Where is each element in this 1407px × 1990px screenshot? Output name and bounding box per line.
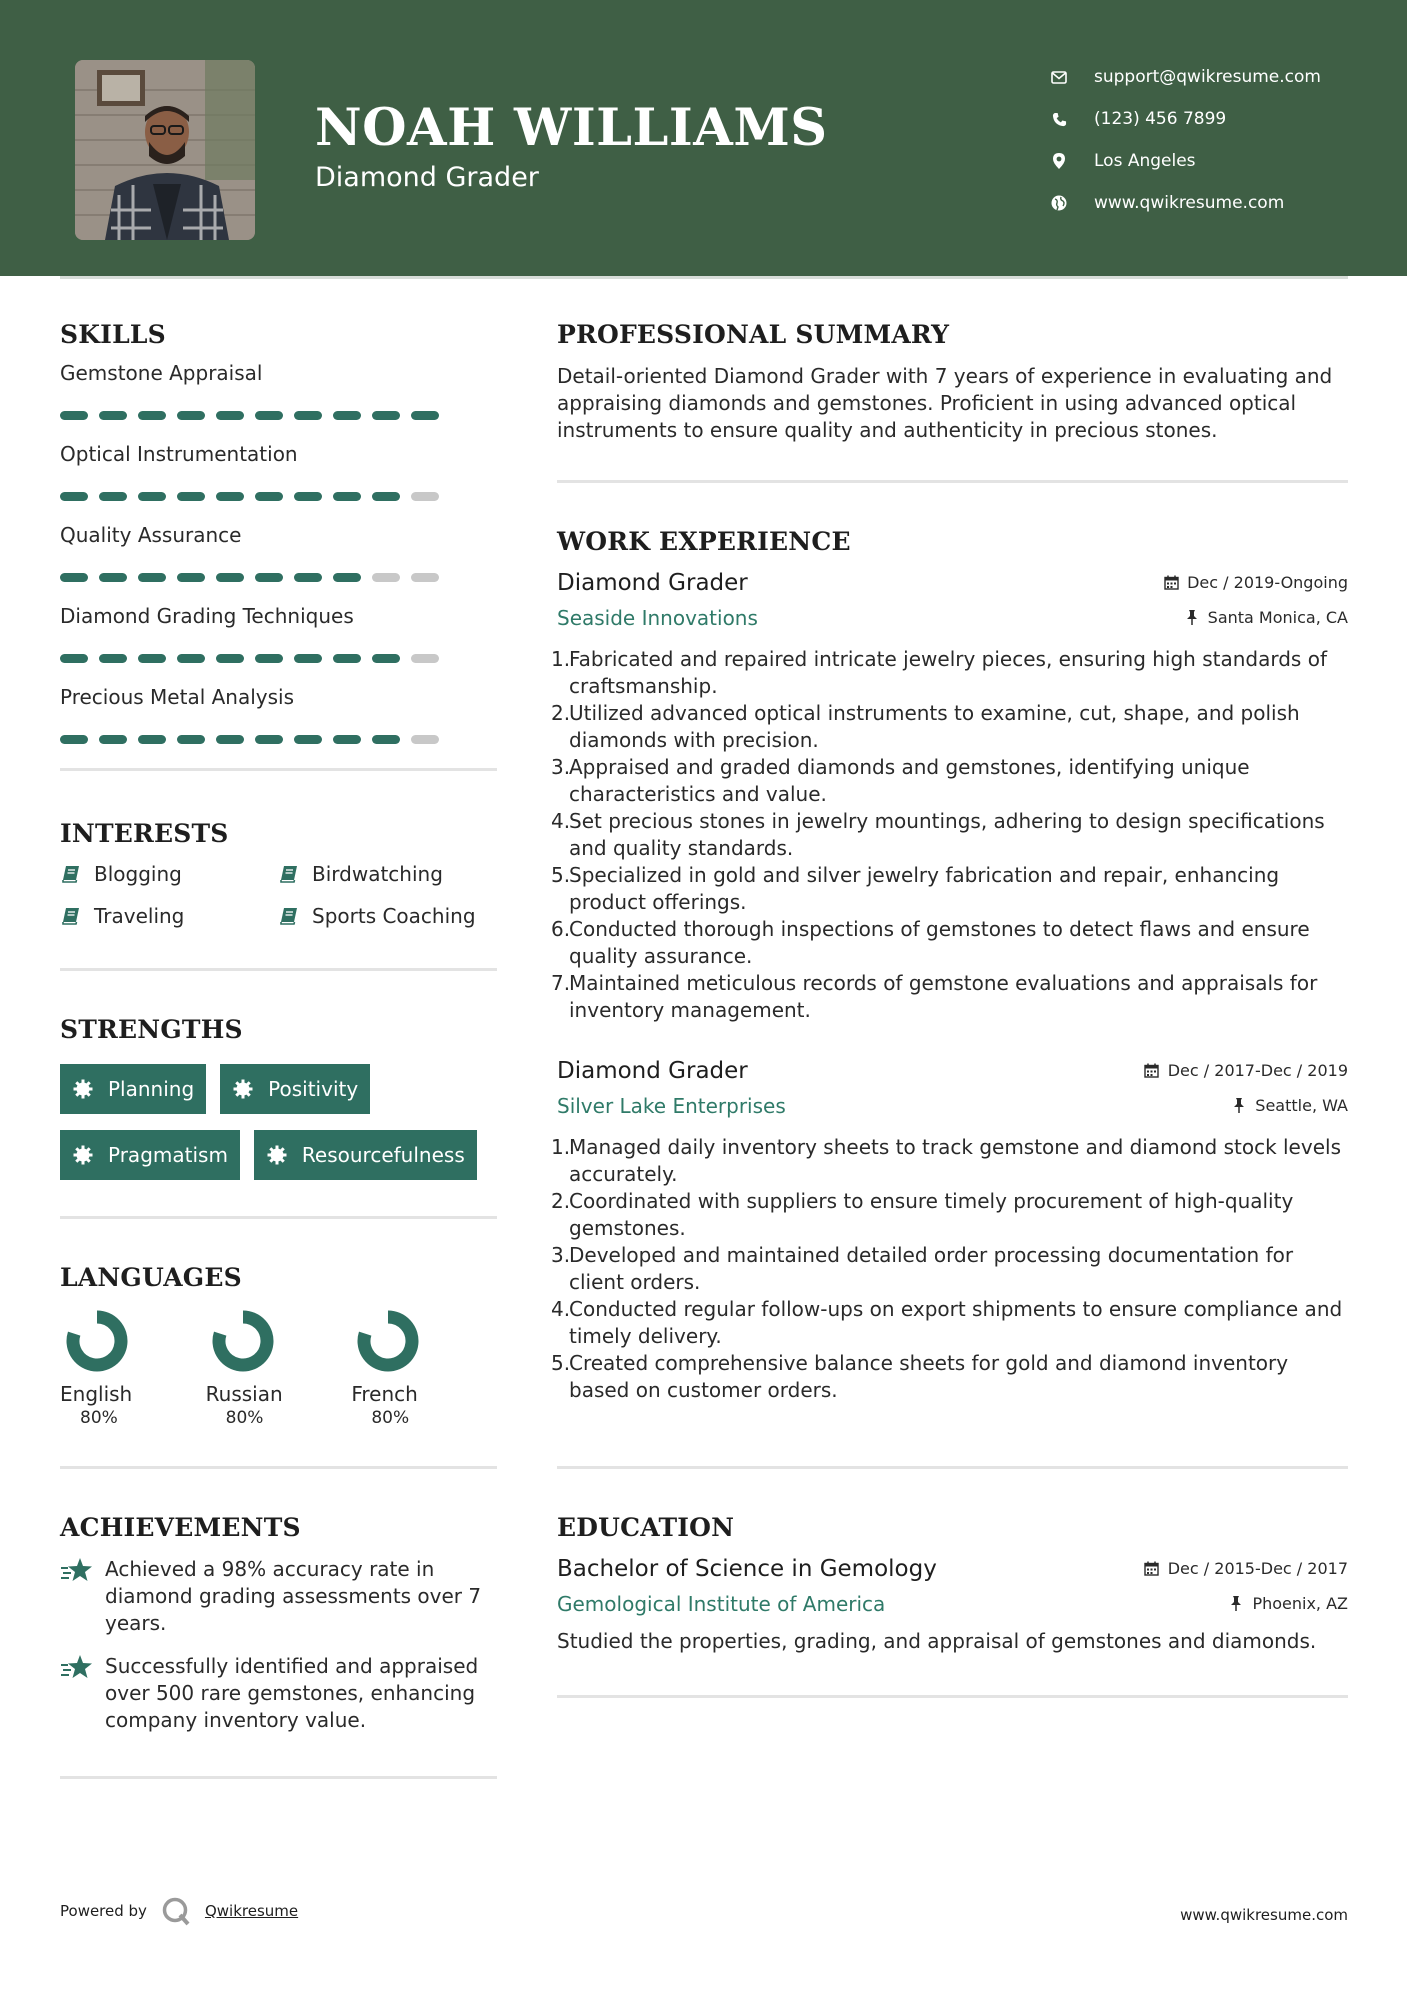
skill-level-meter [60, 411, 497, 420]
left-column [60, 320, 497, 1779]
education-location-text: Phoenix, AZ [1252, 1594, 1348, 1613]
summary-section [557, 320, 1348, 483]
list-item: 3. Developed and maintained detailed order processing documentation for client orders. [557, 1242, 1348, 1296]
job-company: Silver Lake Enterprises [557, 1094, 786, 1118]
strength-badge [60, 1130, 240, 1180]
skill-dot-filled [177, 654, 205, 663]
skill-dot-filled [372, 654, 400, 663]
skill-item [60, 361, 497, 420]
language-progress-arc [73, 1317, 121, 1365]
degree: Bachelor of Science in Gemology [557, 1556, 937, 1582]
summary-text: Detail-oriented Diamond Grader with 7 years of experience in evaluating and appraising diamonds and gemstones. Proficient in using advanced optical instruments to ensure quality and authenticity in precious stones. [557, 364, 1333, 442]
list-item: 7. Maintained meticulous records of gemstone evaluations and appraisals for inventory management. [557, 970, 1348, 1024]
achievement-text: Successfully identified and appraised over 500 rare gemstones, enhancing company inventory value. [105, 1654, 479, 1732]
duty-text: Coordinated with suppliers to ensure timely procurement of high-quality gemstones. [569, 1189, 1294, 1240]
skill-dot-filled [177, 411, 205, 420]
experience-heading: WORK EXPERIENCE [557, 527, 851, 556]
interest-label: Birdwatching [312, 862, 443, 886]
book-icon [60, 863, 82, 885]
job-role: Diamond Grader [557, 1058, 748, 1084]
skill-dot-filled [216, 735, 244, 744]
skill-dot-filled [255, 411, 283, 420]
skill-name: Gemstone Appraisal [60, 361, 263, 385]
skill-item [60, 604, 497, 663]
job-location-text: Seattle, WA [1255, 1096, 1348, 1115]
interests-heading: INTERESTS [60, 819, 229, 848]
skill-dot-filled [372, 492, 400, 501]
skill-dot-filled [177, 735, 205, 744]
duty-text: Set precious stones in jewelry mountings, adhering to design specifications and quality standards. [569, 809, 1325, 860]
globe-icon [1050, 194, 1068, 212]
contact-list [1050, 56, 1321, 224]
education-location [1228, 1594, 1348, 1613]
skills-section [60, 320, 497, 771]
skill-dot-filled [138, 735, 166, 744]
resume-header [0, 0, 1407, 276]
brand-link[interactable]: Qwikresume [204, 1902, 299, 1920]
pushpin-icon [1184, 610, 1200, 626]
contact-website-text: www.qwikresume.com [1094, 193, 1285, 213]
skill-dot-empty [411, 492, 439, 501]
job-role: Diamond Grader [557, 570, 748, 596]
star-icon [60, 1556, 94, 1584]
interest-label: Traveling [94, 904, 185, 928]
education-date [1144, 1559, 1348, 1578]
job-entry [551, 1058, 1348, 1404]
job-entry [551, 570, 1348, 1024]
skills-heading: SKILLS [60, 320, 166, 349]
qwikresume-logo-icon [161, 1896, 191, 1926]
header-divider [60, 276, 1348, 279]
strengths-heading: STRENGTHS [60, 1015, 243, 1044]
skill-dot-filled [60, 654, 88, 663]
strengths-list [60, 1064, 497, 1180]
skill-level-meter [60, 492, 497, 501]
skill-dot-filled [255, 492, 283, 501]
summary-heading: PROFESSIONAL SUMMARY [557, 320, 950, 349]
strengths-section [60, 1015, 497, 1219]
skill-dot-filled [255, 573, 283, 582]
duty-text: Fabricated and repaired intricate jewelry pieces, ensuring high standards of craftsmanship. [569, 647, 1327, 698]
languages-section [60, 1263, 497, 1469]
skill-dot-filled [99, 654, 127, 663]
duty-text: Appraised and graded diamonds and gemstones, identifying unique characteristics and value. [569, 755, 1250, 806]
language-name: French [351, 1382, 418, 1406]
language-item [60, 1310, 206, 1428]
skill-item [60, 685, 497, 744]
skill-dot-filled [99, 573, 127, 582]
skill-name: Diamond Grading Techniques [60, 604, 354, 628]
profile-photo [75, 60, 255, 240]
pushpin-icon [1231, 1098, 1247, 1114]
skill-dot-empty [411, 735, 439, 744]
section-divider [557, 1695, 1348, 1698]
strength-badge [220, 1064, 370, 1114]
languages-heading: LANGUAGES [60, 1263, 242, 1292]
skill-dot-filled [177, 492, 205, 501]
phone-icon [1050, 110, 1068, 128]
education-date-text: Dec / 2015-Dec / 2017 [1167, 1559, 1348, 1578]
skill-dot-filled [60, 735, 88, 744]
skill-dot-filled [60, 492, 88, 501]
education-section [557, 1513, 1348, 1698]
contact-email[interactable] [1050, 56, 1321, 98]
skill-dot-filled [333, 735, 361, 744]
language-item [206, 1310, 352, 1428]
skill-dot-filled [255, 735, 283, 744]
education-header [557, 1556, 1348, 1582]
strength-badge [60, 1064, 206, 1114]
interest-label: Blogging [94, 862, 182, 886]
interest-item [278, 904, 497, 928]
skill-dot-filled [99, 735, 127, 744]
skill-dot-filled [216, 411, 244, 420]
achievement-item [60, 1653, 497, 1734]
envelope-icon [1050, 68, 1068, 86]
list-item: 1. Managed daily inventory sheets to track gemstone and diamond stock levels accurately. [557, 1134, 1348, 1188]
list-item: 6. Conducted thorough inspections of gemstones to detect flaws and ensure quality assurance. [557, 916, 1348, 970]
skill-dot-filled [333, 654, 361, 663]
skill-dot-filled [60, 573, 88, 582]
contact-email-text: support@qwikresume.com [1094, 67, 1321, 87]
skill-name: Optical Instrumentation [60, 442, 298, 466]
contact-phone[interactable] [1050, 98, 1321, 140]
language-progress-ring [66, 1310, 128, 1372]
skills-list [60, 361, 497, 744]
skill-dot-empty [411, 573, 439, 582]
gear-icon [72, 1078, 94, 1100]
book-icon [278, 905, 300, 927]
skill-dot-filled [411, 411, 439, 420]
job-subheader [557, 1094, 1348, 1118]
skill-name: Precious Metal Analysis [60, 685, 295, 709]
section-divider [60, 768, 497, 771]
list-item: 1. Fabricated and repaired intricate jewelry pieces, ensuring high standards of craftsmanship. [557, 646, 1348, 700]
section-divider [60, 1776, 497, 1779]
interests-section [60, 819, 497, 971]
skill-dot-filled [372, 735, 400, 744]
language-item [351, 1310, 497, 1428]
achievement-item [60, 1556, 497, 1637]
list-item: 5. Created comprehensive balance sheets for gold and diamond inventory based on customer orders. [557, 1350, 1348, 1404]
language-progress-ring [357, 1310, 419, 1372]
star-icon [60, 1653, 94, 1681]
skill-dot-filled [333, 411, 361, 420]
skill-dot-filled [138, 411, 166, 420]
duty-text: Utilized advanced optical instruments to examine, cut, shape, and polish diamonds with precision. [569, 701, 1300, 752]
duty-text: Created comprehensive balance sheets for gold and diamond inventory based on customer orders. [569, 1351, 1289, 1402]
skill-dot-filled [294, 654, 322, 663]
contact-website[interactable] [1050, 182, 1321, 224]
interest-item [60, 862, 278, 886]
job-duties-list [551, 1134, 1348, 1404]
duty-text: Conducted regular follow-ups on export shipments to ensure compliance and timely delivery. [569, 1297, 1343, 1348]
gear-icon [232, 1078, 254, 1100]
contact-location-text: Los Angeles [1094, 151, 1196, 171]
duty-text: Managed daily inventory sheets to track gemstone and diamond stock levels accurately. [569, 1135, 1341, 1186]
interest-item [60, 904, 278, 928]
gear-icon [266, 1144, 288, 1166]
list-item: 4. Conducted regular follow-ups on export shipments to ensure compliance and timely delivery. [557, 1296, 1348, 1350]
skill-dot-filled [216, 654, 244, 663]
achievement-text: Achieved a 98% accuracy rate in diamond grading assessments over 7 years. [105, 1557, 482, 1635]
interests-list [60, 862, 497, 928]
footer-website-link[interactable]: www.qwikresume.com [1180, 1906, 1348, 1924]
job-date-text: Dec / 2017-Dec / 2019 [1167, 1061, 1348, 1080]
book-icon [60, 905, 82, 927]
skill-dot-filled [333, 573, 361, 582]
language-percent: 80% [80, 1408, 118, 1428]
job-location-text: Santa Monica, CA [1207, 608, 1348, 627]
duty-text: Developed and maintained detailed order processing documentation for client orders. [569, 1243, 1294, 1294]
job-date-text: Dec / 2019-Ongoing [1187, 573, 1348, 592]
skill-dot-filled [255, 654, 283, 663]
footer-branding [60, 1896, 298, 1926]
skill-level-meter [60, 654, 497, 663]
skill-dot-filled [216, 492, 244, 501]
job-location [1231, 1096, 1348, 1115]
skill-dot-filled [294, 573, 322, 582]
language-progress-arc [364, 1317, 412, 1365]
achievements-section [60, 1513, 497, 1779]
interest-label: Sports Coaching [312, 904, 476, 928]
strength-label: Planning [108, 1077, 195, 1101]
languages-list [60, 1310, 497, 1428]
duty-text: Conducted thorough inspections of gemstones to detect flaws and ensure quality assurance. [569, 917, 1310, 968]
list-item: 2. Coordinated with suppliers to ensure timely procurement of high-quality gemstones. [557, 1188, 1348, 1242]
skill-dot-empty [411, 654, 439, 663]
education-description: Studied the properties, grading, and appraisal of gemstones and diamonds. [557, 1629, 1317, 1653]
pushpin-icon [1228, 1596, 1244, 1612]
skill-dot-filled [294, 411, 322, 420]
book-icon [278, 863, 300, 885]
contact-location [1050, 140, 1321, 182]
powered-by-text: Powered by [60, 1902, 147, 1920]
language-progress-arc [219, 1317, 267, 1365]
job-duties-list [551, 646, 1348, 1024]
list-item: 3. Appraised and graded diamonds and gemstones, identifying unique characteristics and value. [557, 754, 1348, 808]
calendar-icon [1144, 1063, 1160, 1079]
section-divider [60, 1466, 497, 1469]
skill-dot-filled [60, 411, 88, 420]
language-name: English [60, 1382, 133, 1406]
interest-item [278, 862, 497, 886]
section-divider [557, 1466, 1348, 1469]
duty-text: Maintained meticulous records of gemstone evaluations and appraisals for inventory management. [569, 971, 1318, 1022]
skill-dot-filled [333, 492, 361, 501]
education-subheader [557, 1592, 1348, 1616]
language-percent: 80% [225, 1408, 264, 1428]
language-name: Russian [205, 1382, 283, 1406]
job-subheader [557, 606, 1348, 630]
education-heading: EDUCATION [557, 1513, 735, 1542]
calendar-icon [1163, 575, 1179, 591]
skill-dot-filled [138, 492, 166, 501]
calendar-icon [1144, 1561, 1160, 1577]
job-header [557, 570, 1348, 596]
candidate-title: Diamond Grader [315, 162, 539, 193]
skill-dot-filled [294, 492, 322, 501]
job-location [1184, 608, 1348, 627]
strength-label: Pragmatism [108, 1143, 228, 1167]
language-percent: 80% [371, 1408, 410, 1428]
list-item: 2. Utilized advanced optical instruments to examine, cut, shape, and polish diamonds with precision. [557, 700, 1348, 754]
skill-dot-filled [138, 573, 166, 582]
job-company: Seaside Innovations [557, 606, 758, 630]
skill-dot-filled [216, 573, 244, 582]
strength-label: Resourcefulness [301, 1143, 465, 1167]
language-progress-ring [212, 1310, 274, 1372]
list-item: 4. Set precious stones in jewelry mountings, adhering to design specifications and quality standards. [557, 808, 1348, 862]
job-date [1144, 1061, 1348, 1080]
right-column [551, 320, 1348, 1698]
skill-dot-filled [99, 411, 127, 420]
skill-dot-filled [177, 573, 205, 582]
education-entry [557, 1556, 1348, 1655]
section-divider [60, 968, 497, 971]
section-divider [557, 480, 1348, 483]
skill-dot-filled [138, 654, 166, 663]
contact-phone-text: (123) 456 7899 [1094, 109, 1227, 129]
strength-badge [254, 1130, 477, 1180]
experience-section [551, 527, 1348, 1469]
skill-level-meter [60, 573, 497, 582]
duty-text: Specialized in gold and silver jewelry fabrication and repair, enhancing product offerings. [569, 863, 1280, 914]
candidate-name: NOAH WILLIAMS [315, 98, 828, 158]
job-date [1163, 573, 1348, 592]
skill-item [60, 442, 497, 501]
list-item: 5. Specialized in gold and silver jewelry fabrication and repair, enhancing product offerings. [557, 862, 1348, 916]
achievements-heading: ACHIEVEMENTS [60, 1513, 301, 1542]
skill-dot-filled [372, 411, 400, 420]
section-divider [60, 1216, 497, 1219]
map-pin-icon [1050, 152, 1068, 170]
skill-level-meter [60, 735, 497, 744]
job-header [557, 1058, 1348, 1084]
gear-icon [72, 1144, 94, 1166]
skill-name: Quality Assurance [60, 523, 242, 547]
skill-dot-filled [99, 492, 127, 501]
skill-item [60, 523, 497, 582]
school-name: Gemological Institute of America [557, 1592, 886, 1616]
strength-label: Positivity [268, 1077, 359, 1101]
skill-dot-empty [372, 573, 400, 582]
skill-dot-filled [294, 735, 322, 744]
